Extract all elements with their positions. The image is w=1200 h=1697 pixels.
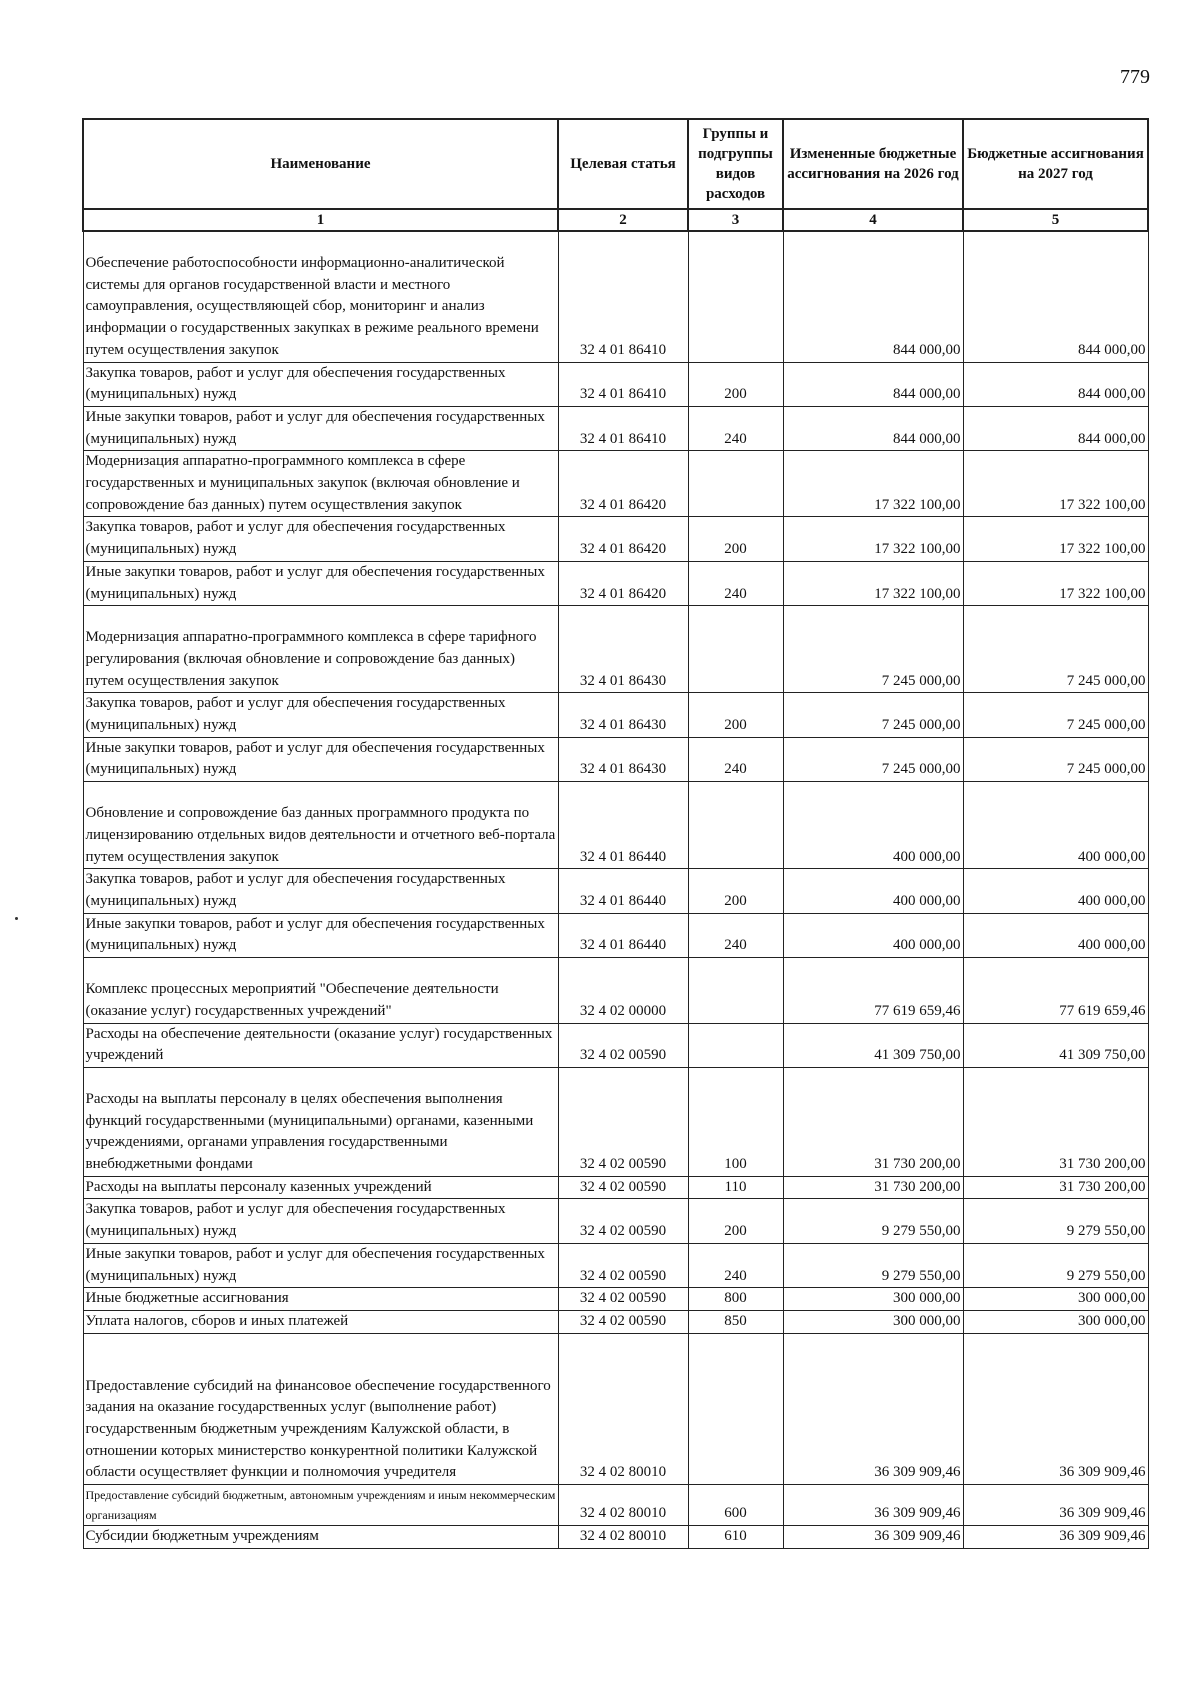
header-amount-2027: Бюджетные ассигнования на 2027 год bbox=[963, 119, 1148, 209]
row-group: 200 bbox=[688, 1199, 783, 1243]
row-group: 200 bbox=[688, 693, 783, 737]
row-target: 32 4 02 00000 bbox=[558, 958, 688, 1023]
table-row bbox=[83, 1485, 1148, 1526]
row-amount-2027: 400 000,00 bbox=[963, 913, 1148, 957]
row-amount-2026: 844 000,00 bbox=[783, 406, 963, 450]
table-row bbox=[83, 406, 1148, 450]
row-target: 32 4 01 86440 bbox=[558, 782, 688, 869]
row-name: Закупка товаров, работ и услуг для обеспечения государственных (муниципальных) нужд bbox=[83, 869, 558, 913]
row-amount-2027: 36 309 909,46 bbox=[963, 1526, 1148, 1549]
row-target: 32 4 02 00590 bbox=[558, 1067, 688, 1176]
col-number: 4 bbox=[783, 209, 963, 231]
header-amount-2026: Измененные бюджетные ассигнования на 2026 год bbox=[783, 119, 963, 209]
row-amount-2026: 17 322 100,00 bbox=[783, 451, 963, 517]
row-amount-2027: 844 000,00 bbox=[963, 231, 1148, 362]
row-target: 32 4 01 86420 bbox=[558, 517, 688, 561]
row-target: 32 4 02 00590 bbox=[558, 1023, 688, 1067]
row-name: Предоставление субсидий на финансовое обеспечение государственного задания на оказание государственных услуг (выполнение работ) государственным бюджетным учреждениям Калужской области, в отношении которых министерство конкурентной политики Калужской области осуществляет функции и полномочия учредителя bbox=[83, 1333, 558, 1485]
row-amount-2027: 400 000,00 bbox=[963, 869, 1148, 913]
row-amount-2026: 36 309 909,46 bbox=[783, 1485, 963, 1526]
row-target: 32 4 01 86420 bbox=[558, 451, 688, 517]
row-name: Иные закупки товаров, работ и услуг для обеспечения государственных (муниципальных) нужд bbox=[83, 1243, 558, 1287]
budget-table bbox=[82, 118, 1149, 1549]
row-target: 32 4 02 00590 bbox=[558, 1310, 688, 1333]
row-name: Закупка товаров, работ и услуг для обеспечения государственных (муниципальных) нужд bbox=[83, 517, 558, 561]
row-group: 600 bbox=[688, 1485, 783, 1526]
table-row bbox=[83, 1243, 1148, 1287]
row-amount-2026: 844 000,00 bbox=[783, 362, 963, 406]
row-group: 800 bbox=[688, 1288, 783, 1311]
row-target: 32 4 01 86430 bbox=[558, 737, 688, 781]
row-name: Иные закупки товаров, работ и услуг для обеспечения государственных (муниципальных) нужд bbox=[83, 913, 558, 957]
row-amount-2027: 31 730 200,00 bbox=[963, 1067, 1148, 1176]
row-name: Комплекс процессных мероприятий "Обеспечение деятельности (оказание услуг) государственных учреждений" bbox=[83, 958, 558, 1023]
table-row bbox=[83, 1176, 1148, 1199]
header-group: Группы и подгруппы видов расходов bbox=[688, 119, 783, 209]
row-group: 200 bbox=[688, 517, 783, 561]
table-row bbox=[83, 561, 1148, 605]
row-group bbox=[688, 606, 783, 693]
row-group bbox=[688, 231, 783, 362]
row-amount-2027: 17 322 100,00 bbox=[963, 451, 1148, 517]
row-name: Иные закупки товаров, работ и услуг для обеспечения государственных (муниципальных) нужд bbox=[83, 561, 558, 605]
row-group: 200 bbox=[688, 362, 783, 406]
scan-dot bbox=[15, 917, 18, 920]
row-target: 32 4 01 86410 bbox=[558, 406, 688, 450]
row-group: 240 bbox=[688, 913, 783, 957]
row-amount-2026: 17 322 100,00 bbox=[783, 517, 963, 561]
row-group bbox=[688, 1333, 783, 1485]
row-name: Модернизация аппаратно-программного комплекса в сфере государственных и муниципальных закупок (включая обновление и сопровождение баз данных) путем осуществления закупок bbox=[83, 451, 558, 517]
row-amount-2026: 844 000,00 bbox=[783, 231, 963, 362]
table-header bbox=[83, 119, 1148, 231]
row-target: 32 4 02 80010 bbox=[558, 1333, 688, 1485]
row-amount-2026: 9 279 550,00 bbox=[783, 1199, 963, 1243]
row-amount-2027: 400 000,00 bbox=[963, 782, 1148, 869]
row-amount-2026: 7 245 000,00 bbox=[783, 606, 963, 693]
row-amount-2026: 9 279 550,00 bbox=[783, 1243, 963, 1287]
row-amount-2027: 36 309 909,46 bbox=[963, 1485, 1148, 1526]
row-target: 32 4 01 86430 bbox=[558, 606, 688, 693]
table-row bbox=[83, 782, 1148, 869]
row-group: 110 bbox=[688, 1176, 783, 1199]
row-amount-2027: 844 000,00 bbox=[963, 362, 1148, 406]
row-amount-2027: 41 309 750,00 bbox=[963, 1023, 1148, 1067]
row-amount-2026: 400 000,00 bbox=[783, 869, 963, 913]
row-target: 32 4 01 86430 bbox=[558, 693, 688, 737]
row-amount-2027: 36 309 909,46 bbox=[963, 1333, 1148, 1485]
row-name: Закупка товаров, работ и услуг для обеспечения государственных (муниципальных) нужд bbox=[83, 1199, 558, 1243]
row-target: 32 4 02 00590 bbox=[558, 1288, 688, 1311]
row-name: Иные бюджетные ассигнования bbox=[83, 1288, 558, 1311]
row-group bbox=[688, 451, 783, 517]
row-name: Закупка товаров, работ и услуг для обеспечения государственных (муниципальных) нужд bbox=[83, 362, 558, 406]
col-number: 5 bbox=[963, 209, 1148, 231]
row-amount-2027: 7 245 000,00 bbox=[963, 606, 1148, 693]
table-row bbox=[83, 869, 1148, 913]
row-group bbox=[688, 782, 783, 869]
row-name: Закупка товаров, работ и услуг для обеспечения государственных (муниципальных) нужд bbox=[83, 693, 558, 737]
row-name: Расходы на выплаты персоналу казенных учреждений bbox=[83, 1176, 558, 1199]
row-amount-2027: 17 322 100,00 bbox=[963, 561, 1148, 605]
row-target: 32 4 01 86440 bbox=[558, 913, 688, 957]
row-amount-2027: 31 730 200,00 bbox=[963, 1176, 1148, 1199]
row-amount-2027: 17 322 100,00 bbox=[963, 517, 1148, 561]
row-amount-2026: 300 000,00 bbox=[783, 1288, 963, 1311]
table-row bbox=[83, 913, 1148, 957]
table-body bbox=[83, 231, 1148, 1548]
row-target: 32 4 01 86410 bbox=[558, 362, 688, 406]
row-target: 32 4 02 80010 bbox=[558, 1526, 688, 1549]
table-row bbox=[83, 231, 1148, 362]
row-amount-2026: 400 000,00 bbox=[783, 913, 963, 957]
row-name: Субсидии бюджетным учреждениям bbox=[83, 1526, 558, 1549]
row-group: 850 bbox=[688, 1310, 783, 1333]
row-amount-2027: 844 000,00 bbox=[963, 406, 1148, 450]
row-name: Расходы на выплаты персоналу в целях обеспечения выполнения функций государственными (муниципальными) органами, казенными учреждениями, органами управления государственными внебюджетными фондами bbox=[83, 1067, 558, 1176]
row-amount-2026: 17 322 100,00 bbox=[783, 561, 963, 605]
table-row bbox=[83, 958, 1148, 1023]
row-amount-2027: 7 245 000,00 bbox=[963, 737, 1148, 781]
row-name: Иные закупки товаров, работ и услуг для обеспечения государственных (муниципальных) нужд bbox=[83, 406, 558, 450]
row-group: 610 bbox=[688, 1526, 783, 1549]
table-row bbox=[83, 1333, 1148, 1485]
row-name: Обеспечение работоспособности информационно-аналитической системы для органов государственной власти и местного самоуправления, осуществляющей сбор, мониторинг и анализ информации о государственных закупках в режиме реального времени путем осуществления закупок bbox=[83, 231, 558, 362]
table-row bbox=[83, 1310, 1148, 1333]
table-row bbox=[83, 1067, 1148, 1176]
row-amount-2027: 9 279 550,00 bbox=[963, 1243, 1148, 1287]
row-group: 240 bbox=[688, 406, 783, 450]
row-target: 32 4 01 86440 bbox=[558, 869, 688, 913]
table-row bbox=[83, 1023, 1148, 1067]
row-group: 240 bbox=[688, 561, 783, 605]
row-group bbox=[688, 958, 783, 1023]
row-target: 32 4 01 86420 bbox=[558, 561, 688, 605]
row-amount-2027: 300 000,00 bbox=[963, 1288, 1148, 1311]
row-amount-2026: 31 730 200,00 bbox=[783, 1176, 963, 1199]
row-name: Расходы на обеспечение деятельности (оказание услуг) государственных учреждений bbox=[83, 1023, 558, 1067]
row-amount-2026: 7 245 000,00 bbox=[783, 693, 963, 737]
table-row bbox=[83, 1199, 1148, 1243]
row-target: 32 4 02 00590 bbox=[558, 1199, 688, 1243]
header-target: Целевая статья bbox=[558, 119, 688, 209]
row-name: Модернизация аппаратно-программного комплекса в сфере тарифного регулирования (включая обновление и сопровождение баз данных) путем осуществления закупок bbox=[83, 606, 558, 693]
header-name: Наименование bbox=[83, 119, 558, 209]
row-group: 100 bbox=[688, 1067, 783, 1176]
row-amount-2027: 77 619 659,46 bbox=[963, 958, 1148, 1023]
row-amount-2027: 7 245 000,00 bbox=[963, 693, 1148, 737]
table-row bbox=[83, 362, 1148, 406]
row-amount-2026: 31 730 200,00 bbox=[783, 1067, 963, 1176]
table-row bbox=[83, 451, 1148, 517]
row-amount-2026: 36 309 909,46 bbox=[783, 1333, 963, 1485]
table-row bbox=[83, 517, 1148, 561]
row-amount-2026: 7 245 000,00 bbox=[783, 737, 963, 781]
row-name: Уплата налогов, сборов и иных платежей bbox=[83, 1310, 558, 1333]
table-row bbox=[83, 737, 1148, 781]
table-row bbox=[83, 693, 1148, 737]
col-number: 1 bbox=[83, 209, 558, 231]
row-name: Иные закупки товаров, работ и услуг для обеспечения государственных (муниципальных) нужд bbox=[83, 737, 558, 781]
row-amount-2026: 77 619 659,46 bbox=[783, 958, 963, 1023]
row-amount-2026: 36 309 909,46 bbox=[783, 1526, 963, 1549]
table-row bbox=[83, 1526, 1148, 1549]
col-number: 2 bbox=[558, 209, 688, 231]
row-group: 200 bbox=[688, 869, 783, 913]
row-target: 32 4 01 86410 bbox=[558, 231, 688, 362]
col-number: 3 bbox=[688, 209, 783, 231]
row-amount-2027: 9 279 550,00 bbox=[963, 1199, 1148, 1243]
row-group: 240 bbox=[688, 1243, 783, 1287]
row-group bbox=[688, 1023, 783, 1067]
row-amount-2027: 300 000,00 bbox=[963, 1310, 1148, 1333]
row-amount-2026: 400 000,00 bbox=[783, 782, 963, 869]
row-target: 32 4 02 00590 bbox=[558, 1243, 688, 1287]
table-row bbox=[83, 606, 1148, 693]
page-number: 779 bbox=[1120, 66, 1150, 88]
row-group: 240 bbox=[688, 737, 783, 781]
row-amount-2026: 300 000,00 bbox=[783, 1310, 963, 1333]
row-name: Предоставление субсидий бюджетным, автономным учреждениям и иным некоммерческим организациям bbox=[83, 1485, 558, 1526]
row-name: Обновление и сопровождение баз данных программного продукта по лицензированию отдельных видов деятельности и отчетного веб-портала путем осуществления закупок bbox=[83, 782, 558, 869]
row-amount-2026: 41 309 750,00 bbox=[783, 1023, 963, 1067]
row-target: 32 4 02 00590 bbox=[558, 1176, 688, 1199]
row-target: 32 4 02 80010 bbox=[558, 1485, 688, 1526]
table-row bbox=[83, 1288, 1148, 1311]
